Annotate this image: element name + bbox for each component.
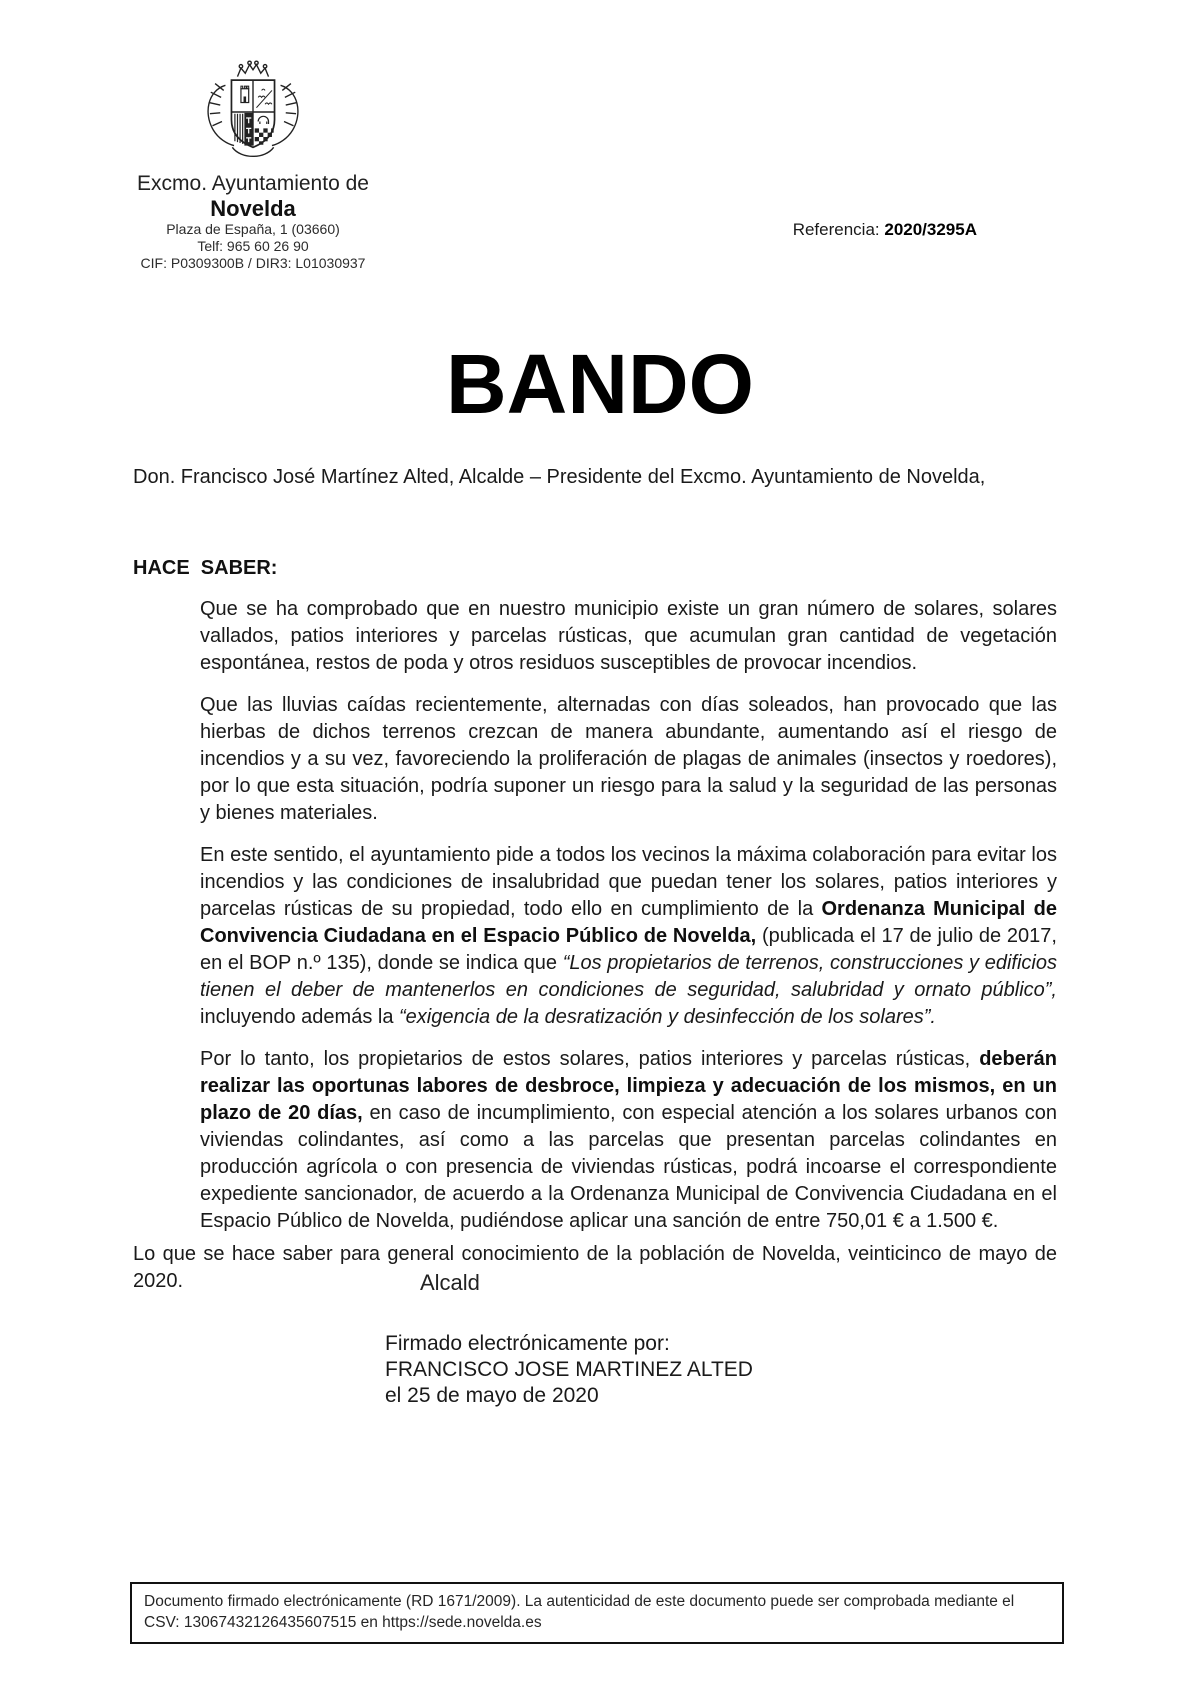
paragraph-3-quote-2: “exigencia de la desratización y desinfección de los solares”. [399, 1006, 936, 1028]
reference-line [793, 220, 977, 240]
paragraph-4-bold: deberán realizar las oportunas labores de desbroce, limpieza y adecuación de los mismos, en un plazo de 20 días, [200, 1048, 1057, 1124]
document-header [0, 0, 1200, 272]
signature-line-3: el 25 de mayo de 2020 [385, 1384, 599, 1407]
signature-line-1: Firmado electrónicamente por: [385, 1332, 670, 1355]
org-identity-block [103, 56, 403, 272]
paragraph-3-bold: Ordenanza Municipal de Convivencia Ciudadana en el Espacio Público de Novelda, [200, 898, 1057, 947]
csv-verification-box [130, 1582, 1064, 1644]
org-cif: CIF: P0309300B / DIR3: L01030937 [140, 255, 366, 271]
alcalde-label: Alcald [420, 1270, 480, 1295]
closing-paragraph: Lo que se hace saber para general conocimiento de la población de Novelda, veinticinco de mayo de 2020. [133, 1243, 1057, 1292]
paragraph-4 [200, 1046, 1057, 1235]
paragraph-3-quote-1: “Los propietarios de terrenos, construcciones y edificios tienen el deber de mantenerlos en condiciones de seguridad, salubridad y ornato público”, [200, 952, 1057, 1001]
paragraph-3-text: (publicada el 17 de julio de 2017, en el BOP n.º 135), donde se indica que [200, 925, 1057, 974]
paragraph-3 [200, 842, 1057, 1031]
csv-line-1: Documento firmado electrónicamente (RD 1671/2009). La autenticidad de este documento puede ser comprobada mediante el [144, 1593, 1015, 1610]
org-address: Plaza de España, 1 (03660) [166, 221, 340, 237]
reference-label: Referencia: [792, 220, 885, 239]
page-title: BANDO [446, 337, 754, 431]
csv-line-2: CSV: 13067432126435607515 en https://sede.novelda.es [144, 1614, 542, 1631]
paragraph-3-text: incluyendo además la [200, 1006, 400, 1028]
org-name: Novelda [210, 196, 296, 221]
paragraph-3-text: En este sentido, el ayuntamiento pide a todos los vecinos la máxima colaboración para evitar los incendios y las condiciones de insalubridad que puedan tener los solares, patios interiores y parcelas rústicas de su propiedad, todo ello en cumplimiento de la [200, 844, 1057, 920]
document-body [133, 464, 1057, 1409]
signature-block [385, 1331, 1057, 1409]
paragraph-block [200, 596, 1057, 1235]
coat-of-arms-icon [190, 56, 316, 168]
hace-saber-heading: HACE SABER: [133, 557, 278, 579]
paragraph-1: Que se ha comprobado que en nuestro municipio existe un gran número de solares, solares vallados, patios interiores y parcelas rústicas, que acumulan gran cantidad de vegetación espontánea, restos de poda y otros residuos susceptibles de provocar incendios. [200, 598, 1057, 674]
org-phone: Telf: 965 60 26 90 [197, 238, 309, 254]
paragraph-2: Que las lluvias caídas recientemente, alternadas con días soleados, han provocado que las hierbas de dichos terrenos crezcan de manera abundante, aumentando así el riesgo de incendios y a su vez, favoreciendo la proliferación de plagas de animales (insectos y roedores), por lo que esta situación, podría suponer un riesgo para la salud y la seguridad de las personas y bienes materiales. [200, 694, 1057, 824]
paragraph-4-text: Por lo tanto, los propietarios de estos solares, patios interiores y parcelas rústicas, [200, 1048, 980, 1070]
intro-line: Don. Francisco José Martínez Alted, Alcalde – Presidente del Excmo. Ayuntamiento de Novelda, [133, 466, 986, 488]
paragraph-4-text: en caso de incumplimiento, con especial atención a los solares urbanos con viviendas colindantes, así como a las parcelas que presentan parcelas colindantes en producción agrícola o con presencia de viviendas rústicas, podrá incoarse el correspondiente expediente sancionador, de acuerdo a la Ordenanza Municipal de Convivencia Ciudadana en el Espacio Público de Novelda, pudiéndose aplicar una sanción de entre 750,01 € a 1.500 €. [200, 1102, 1057, 1232]
signature-line-2: FRANCISCO JOSE MARTINEZ ALTED [385, 1358, 753, 1381]
reference-value: 2020/3295A [884, 220, 977, 239]
org-line1: Excmo. Ayuntamiento de [137, 172, 369, 195]
